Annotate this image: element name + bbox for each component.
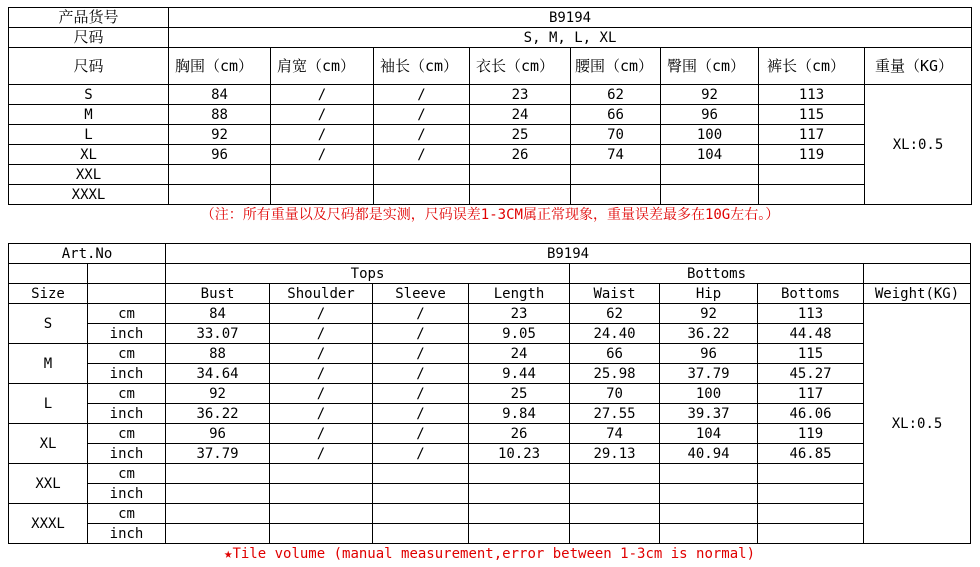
size-cell: S xyxy=(9,304,88,344)
table-row xyxy=(9,444,971,464)
value-cell: 113 xyxy=(759,85,865,105)
value-cell: 96 xyxy=(169,145,271,165)
table-row xyxy=(9,165,972,185)
value-cell: / xyxy=(271,105,374,125)
table-row xyxy=(9,145,972,165)
value-cell: / xyxy=(270,304,373,324)
value-cell xyxy=(469,504,570,524)
value-cell: / xyxy=(270,404,373,424)
unit-cell: inch xyxy=(88,484,166,504)
value-cell: 88 xyxy=(169,105,271,125)
value-cell xyxy=(661,165,759,185)
value-cell: / xyxy=(271,85,374,105)
value-cell xyxy=(270,504,373,524)
value-cell xyxy=(373,464,469,484)
table-row xyxy=(9,344,971,364)
unit-cell: inch xyxy=(88,364,166,384)
size-range-value: S, M, L, XL xyxy=(169,28,972,48)
value-cell xyxy=(166,484,270,504)
value-cell: 33.07 xyxy=(166,324,270,344)
value-cell xyxy=(570,464,660,484)
value-cell: 66 xyxy=(570,344,660,364)
value-cell: 23 xyxy=(470,85,571,105)
size-cell: XXL xyxy=(9,464,88,504)
value-cell: / xyxy=(374,145,470,165)
value-cell xyxy=(169,185,271,205)
value-cell: 9.05 xyxy=(469,324,570,344)
value-cell: 24.40 xyxy=(570,324,660,344)
value-cell: 45.27 xyxy=(758,364,864,384)
weight-cell: XL:0.5 xyxy=(864,304,971,544)
header-length: Length xyxy=(469,284,570,304)
value-cell: 62 xyxy=(570,304,660,324)
value-cell: 9.84 xyxy=(469,404,570,424)
cn-size-table xyxy=(8,7,972,224)
size-range-label: 尺码 xyxy=(9,28,169,48)
value-cell: 84 xyxy=(166,304,270,324)
value-cell xyxy=(570,524,660,544)
unit-cell: inch xyxy=(88,444,166,464)
value-cell xyxy=(270,484,373,504)
size-cell: M xyxy=(9,105,169,125)
header-bottoms: Bottoms xyxy=(758,284,864,304)
value-cell xyxy=(759,165,865,185)
value-cell: 115 xyxy=(759,105,865,125)
value-cell xyxy=(373,504,469,524)
value-cell: / xyxy=(373,444,469,464)
bottoms-group-label: Bottoms xyxy=(570,264,864,284)
unit-cell: cm xyxy=(88,304,166,324)
unit-cell: inch xyxy=(88,404,166,424)
value-cell: / xyxy=(373,304,469,324)
value-cell xyxy=(373,524,469,544)
value-cell: 119 xyxy=(759,145,865,165)
value-cell xyxy=(166,504,270,524)
value-cell xyxy=(660,484,758,504)
value-cell: / xyxy=(270,324,373,344)
empty-cell xyxy=(864,264,971,284)
header-weight: Weight(KG) xyxy=(864,284,971,304)
empty-cell xyxy=(88,264,166,284)
value-cell: / xyxy=(373,344,469,364)
value-cell: / xyxy=(270,444,373,464)
value-cell xyxy=(374,185,470,205)
value-cell: 96 xyxy=(660,344,758,364)
value-cell: / xyxy=(373,324,469,344)
value-cell xyxy=(470,165,571,185)
value-cell xyxy=(271,165,374,185)
value-cell xyxy=(758,504,864,524)
header-waist: Waist xyxy=(570,284,660,304)
value-cell xyxy=(660,524,758,544)
value-cell: 117 xyxy=(759,125,865,145)
table-row xyxy=(9,125,972,145)
value-cell: 70 xyxy=(570,384,660,404)
value-cell: 10.23 xyxy=(469,444,570,464)
table-row xyxy=(9,464,971,484)
value-cell: 26 xyxy=(469,424,570,444)
value-cell: 37.79 xyxy=(660,364,758,384)
value-cell xyxy=(570,484,660,504)
value-cell: 100 xyxy=(661,125,759,145)
value-cell: 34.64 xyxy=(166,364,270,384)
value-cell: 25 xyxy=(469,384,570,404)
value-cell: / xyxy=(270,424,373,444)
table-row xyxy=(9,484,971,504)
value-cell: 92 xyxy=(661,85,759,105)
value-cell: 37.79 xyxy=(166,444,270,464)
value-cell: 44.48 xyxy=(758,324,864,344)
value-cell xyxy=(571,165,661,185)
value-cell: 84 xyxy=(169,85,271,105)
value-cell: / xyxy=(271,125,374,145)
unit-cell: cm xyxy=(88,504,166,524)
value-cell: 40.94 xyxy=(660,444,758,464)
value-cell: 113 xyxy=(758,304,864,324)
value-cell: 24 xyxy=(470,105,571,125)
header-hip: 臀围（cm） xyxy=(661,48,759,85)
header-size: Size xyxy=(9,284,88,304)
en-note-text: Tile volume (manual measurement,error between 1-3cm is normal) xyxy=(232,545,756,562)
unit-cell: cm xyxy=(88,464,166,484)
value-cell: / xyxy=(270,364,373,384)
value-cell: / xyxy=(374,125,470,145)
header-size: 尺码 xyxy=(9,48,169,85)
value-cell: / xyxy=(270,384,373,404)
cn-note: （注：所有重量以及尺码都是实测，尺码误差1-3CM属正常现象，重量误差最多在10G左右。） xyxy=(200,206,780,223)
value-cell xyxy=(571,185,661,205)
art-no-value: B9194 xyxy=(166,244,971,264)
value-cell xyxy=(374,165,470,185)
header-bust: Bust xyxy=(166,284,270,304)
value-cell: 23 xyxy=(469,304,570,324)
value-cell xyxy=(166,464,270,484)
value-cell: 39.37 xyxy=(660,404,758,424)
value-cell: 9.44 xyxy=(469,364,570,384)
size-cell: XL xyxy=(9,424,88,464)
value-cell xyxy=(758,464,864,484)
value-cell: 26 xyxy=(470,145,571,165)
value-cell: / xyxy=(271,145,374,165)
value-cell: 46.85 xyxy=(758,444,864,464)
value-cell: 115 xyxy=(758,344,864,364)
value-cell xyxy=(166,524,270,544)
note-row xyxy=(9,205,972,225)
header-shoulder: Shoulder xyxy=(270,284,373,304)
value-cell: / xyxy=(374,105,470,125)
header-weight: 重量（KG） xyxy=(865,48,972,85)
unit-cell: inch xyxy=(88,524,166,544)
value-cell xyxy=(373,484,469,504)
value-cell: / xyxy=(374,85,470,105)
size-cell: M xyxy=(9,344,88,384)
value-cell: 74 xyxy=(571,145,661,165)
table-row xyxy=(9,85,972,105)
value-cell: / xyxy=(270,344,373,364)
value-cell: 88 xyxy=(166,344,270,364)
header-hip: Hip xyxy=(660,284,758,304)
value-cell xyxy=(469,524,570,544)
size-cell: L xyxy=(9,384,88,424)
value-cell: 104 xyxy=(661,145,759,165)
empty-cell xyxy=(9,264,88,284)
art-no-label: Art.No xyxy=(9,244,166,264)
value-cell xyxy=(169,165,271,185)
value-cell: / xyxy=(373,384,469,404)
header-waist: 腰围（cm） xyxy=(571,48,661,85)
unit-cell: cm xyxy=(88,424,166,444)
value-cell: 66 xyxy=(571,105,661,125)
unit-cell: inch xyxy=(88,324,166,344)
value-cell xyxy=(661,185,759,205)
value-cell: 92 xyxy=(169,125,271,145)
product-no-value: B9194 xyxy=(169,8,972,28)
value-cell xyxy=(470,185,571,205)
value-cell: 27.55 xyxy=(570,404,660,424)
note-row xyxy=(9,544,971,564)
value-cell xyxy=(758,484,864,504)
value-cell xyxy=(660,504,758,524)
en-note xyxy=(9,544,971,564)
value-cell: 100 xyxy=(660,384,758,404)
value-cell xyxy=(570,504,660,524)
value-cell: 25 xyxy=(470,125,571,145)
size-cell: XXL xyxy=(9,165,169,185)
header-shoulder: 肩宽（cm） xyxy=(271,48,374,85)
product-no-label: 产品货号 xyxy=(9,8,169,28)
value-cell: 36.22 xyxy=(166,404,270,424)
header-unit xyxy=(88,284,166,304)
value-cell: 29.13 xyxy=(570,444,660,464)
table-row xyxy=(9,185,972,205)
value-cell: 36.22 xyxy=(660,324,758,344)
unit-cell: cm xyxy=(88,344,166,364)
weight-cell: XL:0.5 xyxy=(865,85,972,205)
value-cell: / xyxy=(373,404,469,424)
value-cell: 104 xyxy=(660,424,758,444)
value-cell: 119 xyxy=(758,424,864,444)
value-cell: 74 xyxy=(570,424,660,444)
value-cell: 70 xyxy=(571,125,661,145)
header-bust: 胸围（cm） xyxy=(169,48,271,85)
table-row xyxy=(9,105,972,125)
value-cell: / xyxy=(373,424,469,444)
table-row xyxy=(9,364,971,384)
header-pants-length: 裤长（cm） xyxy=(759,48,865,85)
table-row xyxy=(9,424,971,444)
value-cell: 62 xyxy=(571,85,661,105)
table-row xyxy=(9,524,971,544)
value-cell xyxy=(759,185,865,205)
value-cell xyxy=(758,524,864,544)
table-row xyxy=(9,384,971,404)
value-cell: 24 xyxy=(469,344,570,364)
table-row xyxy=(9,304,971,324)
value-cell: 96 xyxy=(166,424,270,444)
value-cell: / xyxy=(373,364,469,384)
star-icon: ★ xyxy=(224,545,233,562)
table-row xyxy=(9,404,971,424)
header-sleeve: Sleeve xyxy=(373,284,469,304)
header-length: 衣长（cm） xyxy=(470,48,571,85)
tops-group-label: Tops xyxy=(166,264,570,284)
size-cell: XL xyxy=(9,145,169,165)
value-cell: 96 xyxy=(661,105,759,125)
en-size-table xyxy=(8,243,971,563)
header-sleeve: 袖长（cm） xyxy=(374,48,470,85)
table-row xyxy=(9,504,971,524)
value-cell xyxy=(469,464,570,484)
table-row xyxy=(9,324,971,344)
size-cell: S xyxy=(9,85,169,105)
value-cell xyxy=(469,484,570,504)
size-cell: XXXL xyxy=(9,504,88,544)
value-cell xyxy=(271,185,374,205)
value-cell xyxy=(270,524,373,544)
value-cell: 117 xyxy=(758,384,864,404)
value-cell xyxy=(660,464,758,484)
value-cell: 92 xyxy=(166,384,270,404)
value-cell xyxy=(270,464,373,484)
value-cell: 25.98 xyxy=(570,364,660,384)
size-cell: L xyxy=(9,125,169,145)
value-cell: 92 xyxy=(660,304,758,324)
size-cell: XXXL xyxy=(9,185,169,205)
value-cell: 46.06 xyxy=(758,404,864,424)
unit-cell: cm xyxy=(88,384,166,404)
